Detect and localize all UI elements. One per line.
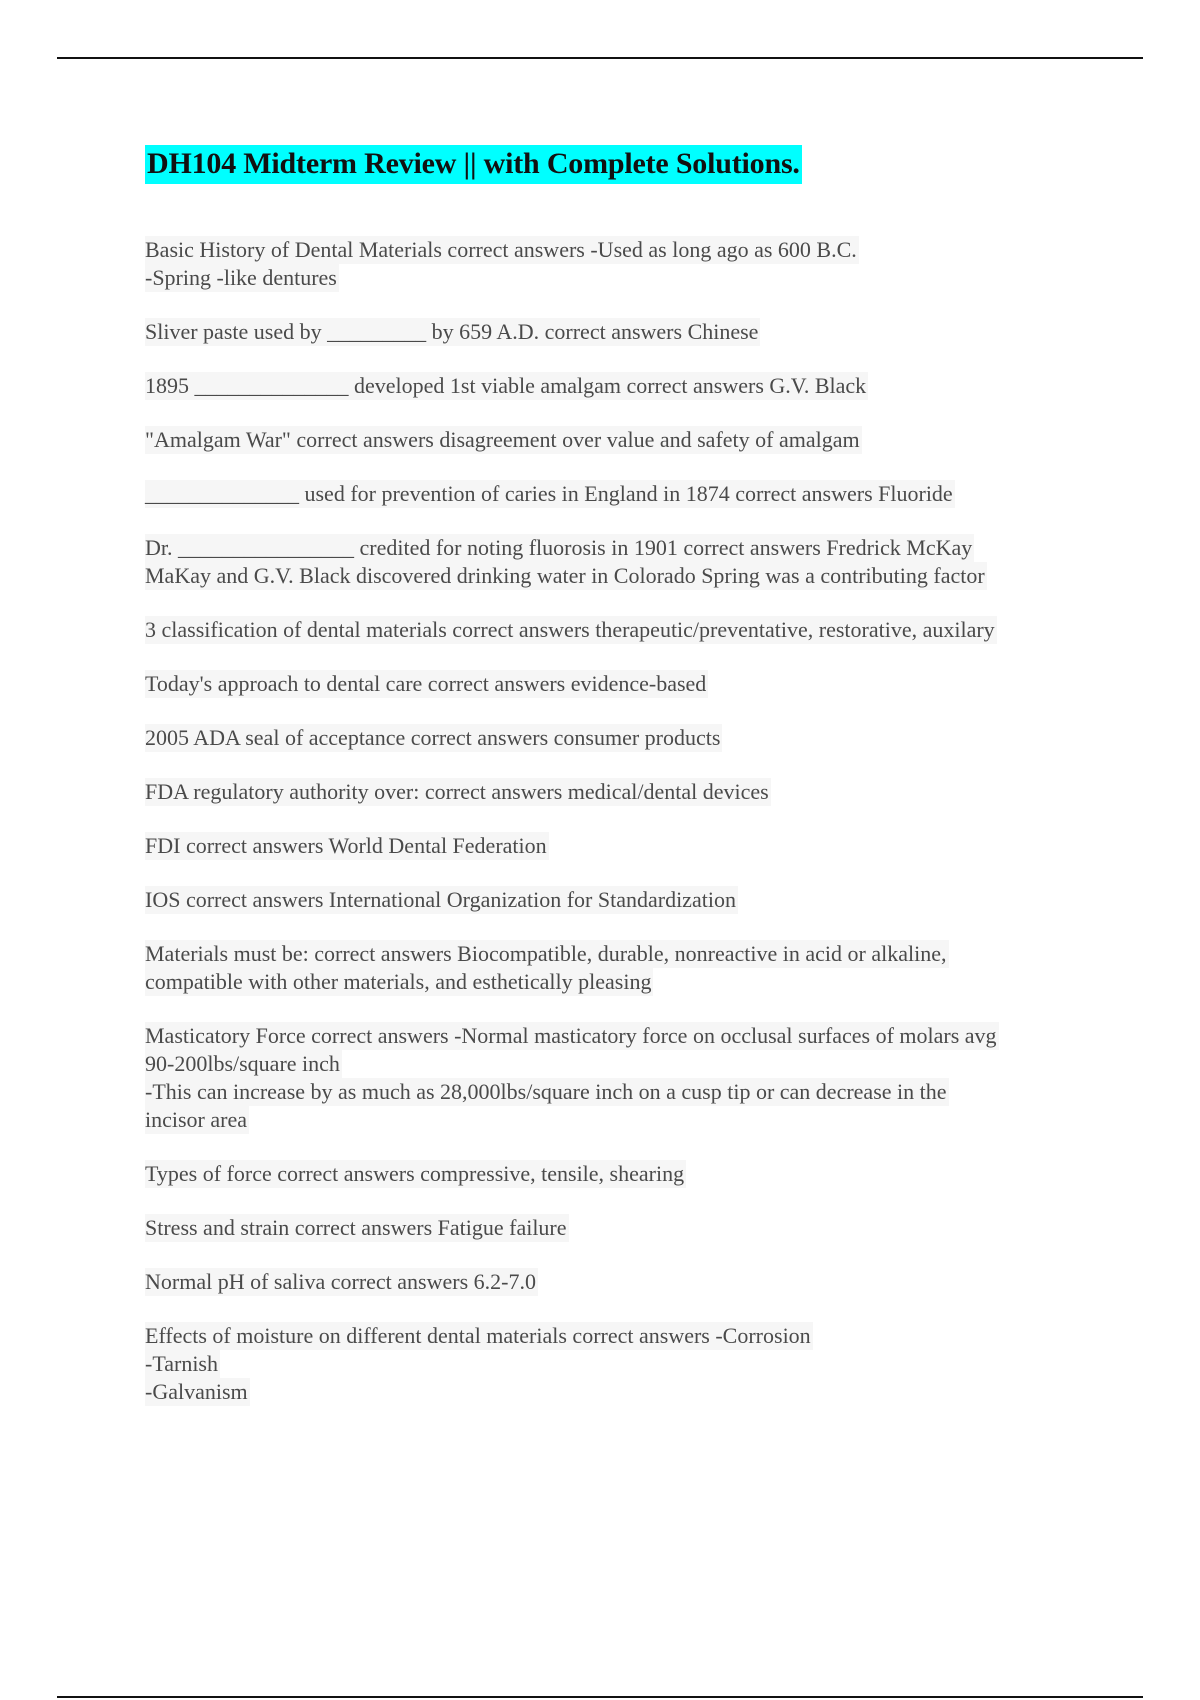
- qa-entry-line: -Spring -like dentures: [145, 265, 337, 290]
- qa-entry: [145, 832, 1105, 860]
- qa-entry-line: 3 classification of dental materials correct answers therapeutic/preventative, restorative, auxilary: [145, 617, 995, 642]
- qa-entry-line: -This can increase by as much as 28,000lbs/square inch on a cusp tip or can decrease in the: [145, 1079, 947, 1104]
- qa-entry: [145, 616, 1105, 644]
- qa-list: [145, 236, 1105, 1406]
- qa-entry-line: 1895 ______________ developed 1st viable amalgam correct answers G.V. Black: [145, 373, 867, 398]
- qa-entry-line: FDA regulatory authority over: correct answers medical/dental devices: [145, 779, 769, 804]
- qa-entry: [145, 1268, 1105, 1296]
- qa-entry: [145, 670, 1105, 698]
- qa-entry-line: Stress and strain correct answers Fatigue failure: [145, 1215, 567, 1240]
- header-rule: [57, 57, 1143, 59]
- qa-entry: [145, 236, 1105, 292]
- document-title: DH104 Midterm Review || with Complete Solutions.: [145, 145, 802, 184]
- qa-entry: [145, 318, 1105, 346]
- qa-entry-line: Masticatory Force correct answers -Normal masticatory force on occlusal surfaces of molars avg: [145, 1023, 997, 1048]
- qa-entry-line: ______________ used for prevention of caries in England in 1874 correct answers Fluoride: [145, 481, 953, 506]
- qa-entry-line: -Galvanism: [145, 1379, 248, 1404]
- qa-entry-line: Types of force correct answers compressive, tensile, shearing: [145, 1161, 685, 1186]
- qa-entry: [145, 1160, 1105, 1188]
- qa-entry-line: Materials must be: correct answers Biocompatible, durable, nonreactive in acid or alkaline,: [145, 941, 947, 966]
- footer-rule: [57, 1696, 1143, 1698]
- qa-entry: [145, 426, 1105, 454]
- qa-entry: [145, 534, 1105, 590]
- qa-entry: [145, 1214, 1105, 1242]
- qa-entry: [145, 940, 1105, 996]
- document-body: [145, 145, 1105, 1432]
- qa-entry-line: FDI correct answers World Dental Federation: [145, 833, 547, 858]
- qa-entry-line: MaKay and G.V. Black discovered drinking water in Colorado Spring was a contributing factor: [145, 563, 985, 588]
- qa-entry: [145, 778, 1105, 806]
- qa-entry-line: 90-200lbs/square inch: [145, 1051, 340, 1076]
- qa-entry: [145, 724, 1105, 752]
- qa-entry-line: compatible with other materials, and esthetically pleasing: [145, 969, 652, 994]
- qa-entry-line: Effects of moisture on different dental materials correct answers -Corrosion: [145, 1323, 811, 1348]
- qa-entry: [145, 372, 1105, 400]
- qa-entry-line: 2005 ADA seal of acceptance correct answers consumer products: [145, 725, 721, 750]
- qa-entry-line: "Amalgam War" correct answers disagreement over value and safety of amalgam: [145, 427, 860, 452]
- qa-entry-line: IOS correct answers International Organization for Standardization: [145, 887, 736, 912]
- qa-entry: [145, 1022, 1105, 1134]
- qa-entry-line: Today's approach to dental care correct answers evidence-based: [145, 671, 707, 696]
- qa-entry: [145, 886, 1105, 914]
- qa-entry-line: Normal pH of saliva correct answers 6.2-7.0: [145, 1269, 536, 1294]
- qa-entry-line: incisor area: [145, 1107, 247, 1132]
- qa-entry-line: -Tarnish: [145, 1351, 218, 1376]
- qa-entry-line: Dr. ________________ credited for noting fluorosis in 1901 correct answers Fredrick McKay: [145, 535, 973, 560]
- qa-entry: [145, 1322, 1105, 1406]
- qa-entry: [145, 480, 1105, 508]
- qa-entry-line: Basic History of Dental Materials correct answers -Used as long ago as 600 B.C.: [145, 237, 857, 262]
- qa-entry-line: Sliver paste used by _________ by 659 A.D. correct answers Chinese: [145, 319, 759, 344]
